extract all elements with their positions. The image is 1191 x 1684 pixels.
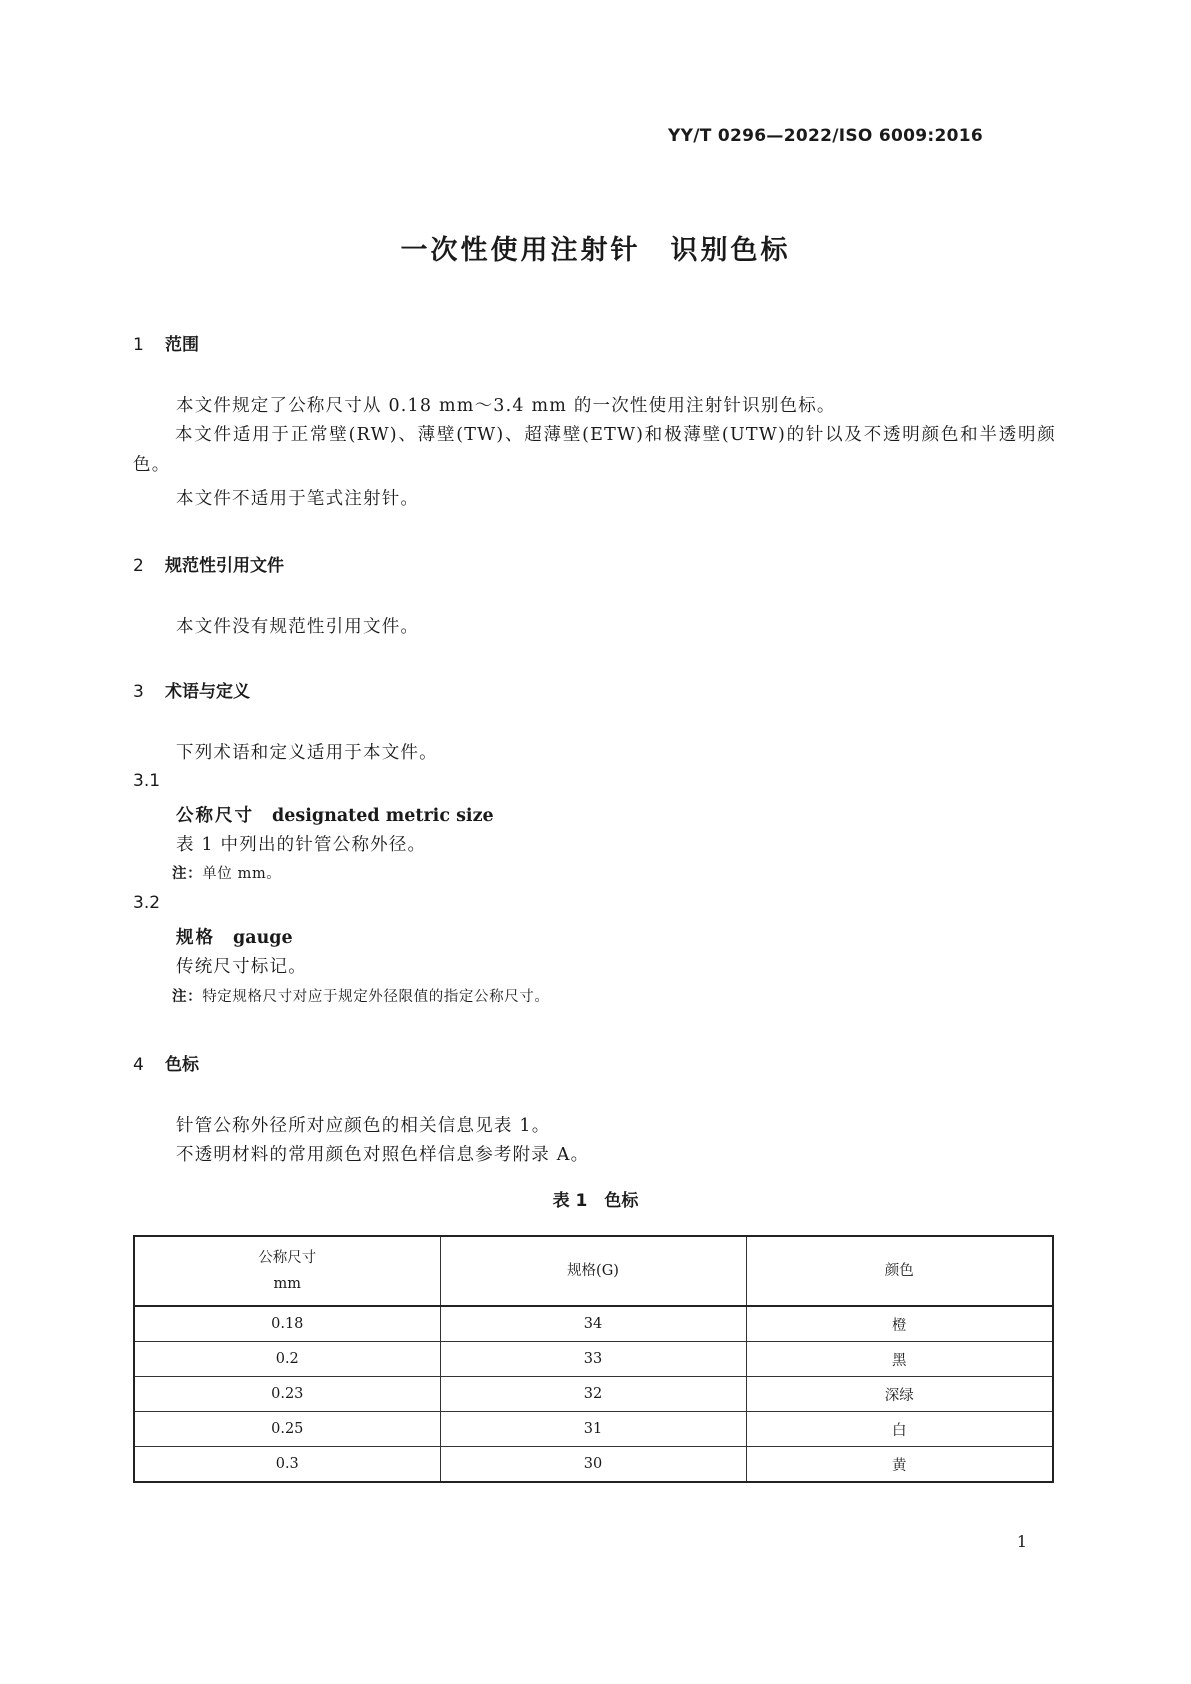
table-row [134,1412,1053,1447]
note-text: 特定规格尺寸对应于规定外径限值的指定公称尺寸。 [202,989,550,1005]
paragraph: 下列术语和定义适用于本文件。 [176,743,438,763]
paragraph: 本文件规定了公称尺寸从 0.18 mm～3.4 mm 的一次性使用注射针识别色标。 [176,396,836,416]
section-1-heading [133,330,199,355]
cell-size: 0.2 [134,1342,440,1377]
cell-gauge: 31 [440,1412,746,1447]
cell-size: 0.3 [134,1447,440,1483]
cell-color: 黄 [746,1447,1053,1483]
standard-number: YY/T 0296—2022/ISO 6009:2016 [668,126,983,146]
cell-color: 白 [746,1412,1053,1447]
term-zh: 规格 [176,928,215,948]
table-row [134,1447,1053,1483]
paragraph: 针管公称外径所对应颜色的相关信息见表 1。 [176,1116,551,1136]
section-2-heading [133,551,284,576]
definition: 传统尺寸标记。 [176,957,307,977]
column-header-gauge: 规格(G) [440,1236,746,1306]
note-label: 注： [172,866,203,882]
section-title: 范围 [165,335,199,355]
header-size-unit: mm [273,1276,301,1292]
note-text: 单位 mm。 [202,866,282,882]
section-number: 4 [133,1055,144,1075]
section-4-heading [133,1050,199,1075]
term-entry [176,802,494,827]
cell-color: 深绿 [746,1377,1053,1412]
table-header-row [134,1236,1053,1306]
note [172,985,550,1006]
term-entry [176,924,293,949]
section-title: 术语与定义 [165,682,250,702]
table-row [134,1377,1053,1412]
header-size-label: 公称尺寸 [258,1250,317,1266]
document-title: 一次性使用注射针 识别色标 [400,235,791,266]
cell-size: 0.18 [134,1306,440,1342]
term-number: 3.1 [133,771,161,791]
term-zh: 公称尺寸 [176,806,254,826]
table-row [134,1342,1053,1377]
column-header-color: 颜色 [746,1236,1053,1306]
definition: 表 1 中列出的针管公称外径。 [176,835,427,855]
paragraph: 本文件不适用于笔式注射针。 [176,489,420,509]
term-number: 3.2 [133,893,161,913]
section-title: 规范性引用文件 [165,556,284,576]
cell-color: 黑 [746,1342,1053,1377]
cell-gauge: 32 [440,1377,746,1412]
table-row [134,1306,1053,1342]
note-label: 注： [172,989,203,1005]
paragraph: 本文件没有规范性引用文件。 [176,617,420,637]
paragraph: 不透明材料的常用颜色对照色样信息参考附录 A。 [176,1145,590,1165]
paragraph: 本文件适用于正常壁(RW)、薄壁(TW)、超薄壁(ETW)和极薄壁(UTW)的针以及不透明颜色和半透明颜色。 [133,425,1056,475]
section-3-heading [133,677,250,702]
cell-gauge: 34 [440,1306,746,1342]
table-caption: 表 1 色标 [552,1191,639,1211]
cell-color: 橙 [746,1306,1053,1342]
section-number: 3 [133,682,144,702]
page-number: 1 [1016,1532,1027,1551]
color-code-table [133,1235,1054,1483]
cell-gauge: 33 [440,1342,746,1377]
section-number: 2 [133,556,144,576]
note [172,862,281,883]
section-title: 色标 [165,1055,199,1075]
cell-gauge: 30 [440,1447,746,1483]
cell-size: 0.25 [134,1412,440,1447]
cell-size: 0.23 [134,1377,440,1412]
term-en: gauge [233,928,293,948]
section-number: 1 [133,335,144,355]
term-en: designated metric size [272,806,494,826]
column-header-size [134,1236,440,1306]
